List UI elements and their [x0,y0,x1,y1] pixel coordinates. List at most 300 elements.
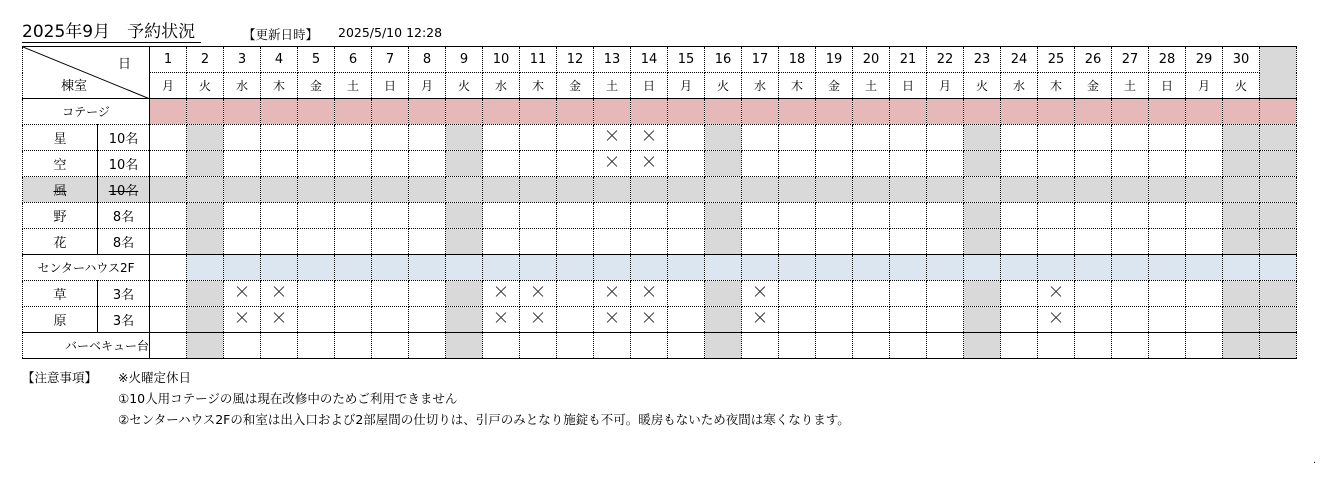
reservation-cell[interactable] [483,125,520,151]
reservation-cell[interactable] [1001,151,1038,177]
reservation-cell[interactable] [335,125,372,151]
reservation-cell[interactable] [890,203,927,229]
corner-day-label: 日 [117,57,131,72]
reservation-cell[interactable] [668,307,705,333]
reservation-cell[interactable] [1260,281,1297,307]
room-name: 原 [23,307,98,333]
section-cell [520,333,557,359]
reservation-cell[interactable] [335,307,372,333]
section-row [23,99,1297,125]
section-cell [1149,255,1186,281]
day-number: 23 [964,47,1001,73]
reservation-cell[interactable] [705,125,742,151]
reservation-cell[interactable] [1075,151,1112,177]
reservation-cell[interactable] [816,307,853,333]
reservation-cell[interactable] [298,177,335,203]
reservation-cell[interactable] [1186,307,1223,333]
reservation-cell[interactable] [853,229,890,255]
reservation-cell[interactable] [1260,125,1297,151]
reservation-cell[interactable] [742,203,779,229]
day-number: 24 [1001,47,1038,73]
reservation-cell[interactable] [1112,125,1149,151]
reservation-cell[interactable] [224,125,261,151]
reservation-cell[interactable] [446,203,483,229]
reservation-cell[interactable] [224,151,261,177]
reservation-cell[interactable] [816,281,853,307]
note-center-house: ②センターハウス2Fの和室は出入口および2部屋間の仕切りは、引戸のみとなり施錠も不可。暖房もないため夜間は寒くなります。 [118,412,850,427]
reservation-cell[interactable] [335,281,372,307]
reservation-cell[interactable] [594,151,631,177]
reservation-cell[interactable] [1186,177,1223,203]
booked-cross-icon [1050,312,1062,324]
reservation-cell[interactable] [742,307,779,333]
reservation-cell[interactable] [557,125,594,151]
section-cell [224,333,261,359]
reservation-cell[interactable] [150,229,187,255]
section-cell [520,255,557,281]
reservation-cell[interactable] [705,281,742,307]
weekday-label: 火 [1223,73,1260,99]
reservation-cell[interactable] [779,307,816,333]
section-cell [1260,99,1297,125]
reservation-cell[interactable] [927,229,964,255]
reservation-cell[interactable] [964,177,1001,203]
reservation-cell[interactable] [409,307,446,333]
reservation-cell[interactable] [520,151,557,177]
reservation-cell[interactable] [1038,151,1075,177]
booked-cross-icon [606,156,618,168]
weekday-label: 木 [261,73,298,99]
day-number: 27 [1112,47,1149,73]
reservation-cell[interactable] [1186,151,1223,177]
reservation-cell[interactable] [1223,229,1260,255]
reservation-cell[interactable] [261,281,298,307]
reservation-cell[interactable] [557,203,594,229]
reservation-cell[interactable] [890,307,927,333]
section-cell [1149,99,1186,125]
reservation-cell[interactable] [594,229,631,255]
reservation-cell[interactable] [150,125,187,151]
reservation-cell[interactable] [1112,307,1149,333]
booked-cross-icon [606,130,618,142]
reservation-cell[interactable] [557,229,594,255]
reservation-cell[interactable] [483,203,520,229]
section-cell [1186,333,1223,359]
reservation-cell[interactable] [224,229,261,255]
reservation-cell[interactable] [1260,177,1297,203]
reservation-cell[interactable] [557,151,594,177]
reservation-cell[interactable] [668,203,705,229]
section-cell [1075,333,1112,359]
reservation-cell[interactable] [1038,281,1075,307]
weekday-label: 水 [483,73,520,99]
reservation-cell[interactable] [187,151,224,177]
section-cell [594,99,631,125]
reservation-cell[interactable] [446,151,483,177]
reservation-cell[interactable] [150,151,187,177]
section-cell [1001,255,1038,281]
reservation-cell[interactable] [853,203,890,229]
reservation-cell[interactable] [483,307,520,333]
reservation-cell[interactable] [668,125,705,151]
reservation-cell[interactable] [890,177,927,203]
reservation-cell[interactable] [224,281,261,307]
section-cell [742,333,779,359]
reservation-cell[interactable] [890,281,927,307]
reservation-cell[interactable] [1038,229,1075,255]
reservation-cell[interactable] [631,177,668,203]
reservation-cell[interactable] [1075,177,1112,203]
section-cell [779,99,816,125]
reservation-cell[interactable] [261,203,298,229]
reservation-cell[interactable] [261,229,298,255]
reservation-cell[interactable] [1223,151,1260,177]
reservation-cell[interactable] [1001,125,1038,151]
reservation-cell[interactable] [705,229,742,255]
reservation-cell[interactable] [520,177,557,203]
reservation-cell[interactable] [1075,125,1112,151]
reservation-cell[interactable] [1223,125,1260,151]
weekday-label: 金 [1075,73,1112,99]
reservation-cell[interactable] [668,281,705,307]
reservation-cell[interactable] [1075,281,1112,307]
weekday-label: 金 [557,73,594,99]
updated-timestamp: 2025/5/10 12:28 [338,25,443,40]
reservation-cell[interactable] [631,229,668,255]
reservation-cell[interactable] [779,281,816,307]
reservation-cell[interactable] [964,125,1001,151]
weekday-label: 火 [705,73,742,99]
reservation-cell[interactable] [816,125,853,151]
reservation-cell[interactable] [927,203,964,229]
reservation-cell[interactable] [483,229,520,255]
day-number: 19 [816,47,853,73]
room-row [23,281,1297,307]
weekday-label: 月 [150,73,187,99]
reservation-cell[interactable] [779,229,816,255]
reservation-cell[interactable] [927,125,964,151]
reservation-cell[interactable] [853,281,890,307]
reservation-cell[interactable] [779,151,816,177]
room-name: 花 [23,229,98,255]
reservation-cell[interactable] [483,177,520,203]
section-cell [964,255,1001,281]
section-cell [1223,255,1260,281]
reservation-cell[interactable] [964,229,1001,255]
reservation-cell[interactable] [1186,203,1223,229]
reservation-cell[interactable] [964,281,1001,307]
reservation-cell[interactable] [853,307,890,333]
reservation-cell[interactable] [1112,203,1149,229]
reservation-cell[interactable] [853,177,890,203]
booked-cross-icon [532,286,544,298]
section-cell [890,255,927,281]
reservation-cell[interactable] [705,151,742,177]
reservation-cell[interactable] [816,177,853,203]
reservation-cell[interactable] [335,203,372,229]
reservation-cell[interactable] [372,125,409,151]
section-cell [335,255,372,281]
reservation-cell[interactable] [927,177,964,203]
section-cell [816,255,853,281]
reservation-cell[interactable] [927,307,964,333]
reservation-cell[interactable] [409,203,446,229]
reservation-cell[interactable] [1001,281,1038,307]
weekday-label: 水 [742,73,779,99]
section-cell [927,99,964,125]
section-cell [1038,99,1075,125]
reservation-cell[interactable] [668,229,705,255]
stray-dot: . [1313,455,1317,466]
reservation-cell[interactable] [1149,203,1186,229]
reservation-cell[interactable] [594,177,631,203]
day-number: 13 [594,47,631,73]
reservation-cell[interactable] [1112,281,1149,307]
section-cell [1038,333,1075,359]
reservation-cell[interactable] [298,307,335,333]
reservation-cell[interactable] [520,307,557,333]
reservation-cell[interactable] [409,229,446,255]
reservation-cell[interactable] [1112,151,1149,177]
reservation-cell[interactable] [1038,307,1075,333]
reservation-cell[interactable] [150,307,187,333]
reservation-cell[interactable] [1149,281,1186,307]
reservation-cell[interactable] [1112,177,1149,203]
reservation-cell[interactable] [150,281,187,307]
room-capacity: 10名 [98,177,150,203]
reservation-cell[interactable] [853,125,890,151]
reservation-cell[interactable] [187,125,224,151]
reservation-cell[interactable] [1038,203,1075,229]
reservation-cell[interactable] [261,307,298,333]
reservation-cell[interactable] [779,203,816,229]
reservation-cell[interactable] [1223,203,1260,229]
section-cell [853,255,890,281]
reservation-cell[interactable] [187,177,224,203]
section-cell [816,333,853,359]
section-cell [150,99,187,125]
reservation-cell[interactable] [187,229,224,255]
reservation-cell[interactable] [964,307,1001,333]
reservation-cell[interactable] [1223,281,1260,307]
reservation-cell[interactable] [409,177,446,203]
reservation-cell[interactable] [594,281,631,307]
reservation-cell[interactable] [372,229,409,255]
reservation-cell[interactable] [594,203,631,229]
reservation-cell[interactable] [668,177,705,203]
section-cell [298,255,335,281]
section-cell [483,99,520,125]
room-row [23,203,1297,229]
day-number: 21 [890,47,927,73]
reservation-cell[interactable] [224,307,261,333]
reservation-cell[interactable] [631,125,668,151]
reservation-cell[interactable] [261,177,298,203]
reservation-cell[interactable] [964,151,1001,177]
reservation-cell[interactable] [335,229,372,255]
day-number: 25 [1038,47,1075,73]
reservation-cell[interactable] [1186,281,1223,307]
reservation-cell[interactable] [1149,151,1186,177]
reservation-cell[interactable] [742,229,779,255]
reservation-cell[interactable] [372,307,409,333]
reservation-cell[interactable] [409,125,446,151]
reservation-cell[interactable] [631,281,668,307]
reservation-cell[interactable] [1038,177,1075,203]
reservation-cell[interactable] [779,125,816,151]
reservation-cell[interactable] [261,151,298,177]
reservation-cell[interactable] [446,307,483,333]
reservation-cell[interactable] [1001,203,1038,229]
reservation-cell[interactable] [853,151,890,177]
reservation-cell[interactable] [150,177,187,203]
reservation-cell[interactable] [520,203,557,229]
reservation-cell[interactable] [261,125,298,151]
day-number: 18 [779,47,816,73]
reservation-cell[interactable] [1001,307,1038,333]
reservation-cell[interactable] [816,203,853,229]
reservation-cell[interactable] [298,281,335,307]
reservation-cell[interactable] [816,229,853,255]
weekday-label: 水 [224,73,261,99]
reservation-cell[interactable] [298,151,335,177]
reservation-cell[interactable] [557,281,594,307]
reservation-cell[interactable] [520,281,557,307]
reservation-cell[interactable] [520,125,557,151]
section-cell [446,255,483,281]
reservation-cell[interactable] [816,151,853,177]
reservation-cell[interactable] [1038,125,1075,151]
reservation-cell[interactable] [409,151,446,177]
reservation-cell[interactable] [372,203,409,229]
reservation-cell[interactable] [298,229,335,255]
reservation-cell[interactable] [705,177,742,203]
reservation-cell[interactable] [1186,125,1223,151]
reservation-cell[interactable] [890,151,927,177]
reservation-cell[interactable] [705,307,742,333]
reservation-cell[interactable] [372,281,409,307]
section-cell [187,333,224,359]
reservation-cell[interactable] [1186,229,1223,255]
reservation-cell[interactable] [1075,229,1112,255]
reservation-cell[interactable] [557,307,594,333]
room-name: 野 [23,203,98,229]
reservation-cell[interactable] [631,203,668,229]
section-cell [483,255,520,281]
reservation-cell[interactable] [742,125,779,151]
reservation-cell[interactable] [187,281,224,307]
room-capacity: 3名 [98,307,150,333]
reservation-cell[interactable] [1223,307,1260,333]
reservation-cell[interactable] [1223,177,1260,203]
reservation-cell[interactable] [187,203,224,229]
reservation-cell[interactable] [224,203,261,229]
reservation-cell[interactable] [1001,229,1038,255]
reservation-cell[interactable] [779,177,816,203]
reservation-cell[interactable] [372,151,409,177]
reservation-cell[interactable] [1001,177,1038,203]
room-name: 空 [23,151,98,177]
reservation-cell[interactable] [446,177,483,203]
reservation-cell[interactable] [1149,125,1186,151]
reservation-cell[interactable] [483,151,520,177]
reservation-cell[interactable] [224,177,261,203]
reservation-cell[interactable] [1260,203,1297,229]
reservation-cell[interactable] [409,281,446,307]
notes-heading: 【注意事項】 [22,370,98,385]
reservation-cell[interactable] [631,151,668,177]
reservation-cell[interactable] [631,307,668,333]
weekday-label: 木 [1038,73,1075,99]
reservation-cell[interactable] [446,229,483,255]
reservation-cell[interactable] [1149,307,1186,333]
weekday-label: 日 [1149,73,1186,99]
reservation-cell[interactable] [298,203,335,229]
reservation-cell[interactable] [927,151,964,177]
reservation-cell[interactable] [150,203,187,229]
reservation-cell[interactable] [668,151,705,177]
weekday-label: 月 [409,73,446,99]
reservation-cell[interactable] [298,125,335,151]
reservation-cell[interactable] [1112,229,1149,255]
reservation-cell[interactable] [1149,177,1186,203]
section-cell [927,255,964,281]
reservation-cell[interactable] [1260,229,1297,255]
section-label: センターハウス2F [23,255,150,281]
reservation-cell[interactable] [335,151,372,177]
room-capacity: 10名 [98,125,150,151]
reservation-cell[interactable] [1149,229,1186,255]
reservation-cell[interactable] [187,307,224,333]
reservation-cell[interactable] [1075,203,1112,229]
reservation-cell[interactable] [927,281,964,307]
reservation-cell[interactable] [446,281,483,307]
day-number: 3 [224,47,261,73]
weekday-label: 日 [631,73,668,99]
reservation-cell[interactable] [890,229,927,255]
day-number: 15 [668,47,705,73]
reservation-cell[interactable] [742,177,779,203]
weekday-label: 金 [816,73,853,99]
reservation-cell[interactable] [1075,307,1112,333]
booked-cross-icon [643,312,655,324]
reservation-cell[interactable] [372,177,409,203]
section-cell [520,99,557,125]
reservation-cell[interactable] [742,151,779,177]
reservation-cell[interactable] [742,281,779,307]
reservation-cell[interactable] [520,229,557,255]
reservation-cell[interactable] [705,203,742,229]
day-number: 11 [520,47,557,73]
section-cell [964,333,1001,359]
reservation-cell[interactable] [483,281,520,307]
section-cell [853,333,890,359]
weekday-label: 土 [853,73,890,99]
reservation-cell[interactable] [890,125,927,151]
reservation-cell[interactable] [557,177,594,203]
reservation-cell[interactable] [594,125,631,151]
section-cell [705,99,742,125]
booked-cross-icon [532,312,544,324]
reservation-cell[interactable] [964,203,1001,229]
day-number: 26 [1075,47,1112,73]
reservation-cell[interactable] [1260,307,1297,333]
reservation-cell[interactable] [1260,151,1297,177]
reservation-cell[interactable] [446,125,483,151]
reservation-cell[interactable] [594,307,631,333]
reservation-cell[interactable] [335,177,372,203]
section-cell [1260,255,1297,281]
